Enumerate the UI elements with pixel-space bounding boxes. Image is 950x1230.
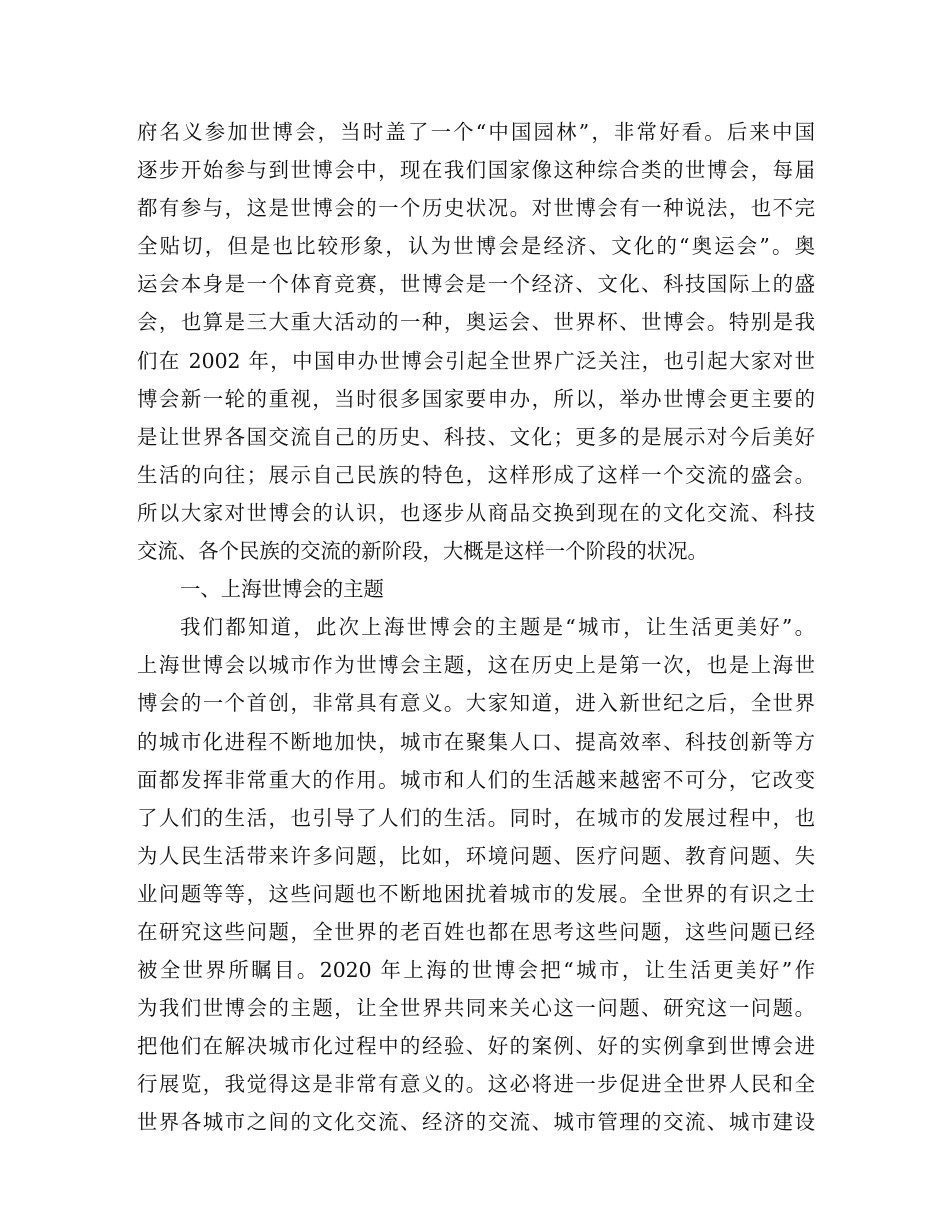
text-line: 在研究这些问题，全世界的老百姓也都在思考这些问题，这些问题已经 (137, 919, 815, 944)
text-line: 逐步开始参与到世博会中，现在我们国家像这种综合类的世博会，每届 (137, 158, 815, 183)
text-line: 行展览，我觉得这是非常有意义的。这必将进一步促进全世界人民和全 (137, 1072, 815, 1097)
text-line: 为我们世博会的主题，让全世界共同来关心这一问题、研究这一问题。 (137, 996, 815, 1021)
text-line: 所以大家对世博会的认识，也逐步从商品交换到现在的文化交流、科技 (137, 500, 815, 525)
text-line: 都有参与，这是世博会的一个历史状况。对世博会有一种说法，也不完 (137, 196, 815, 221)
text-line: 全贴切，但是也比较形象，认为世博会是经济、文化的“奥运会”。奥 (137, 234, 815, 259)
text-line: 博会新一轮的重视，当时很多国家要申办，所以，举办世博会更主要的 (137, 386, 815, 411)
section-heading (137, 570, 815, 608)
text-line: 业问题等等，这些问题也不断地困扰着城市的发展。全世界的有识之士 (137, 881, 815, 906)
text-line: 府名义参加世博会，当时盖了一个“中国园林”，非常好看。后来中国 (137, 120, 815, 144)
text-line: 上海世博会以城市作为世博会主题，这在历史上是第一次，也是上海世 (137, 653, 815, 678)
document-page (137, 113, 815, 1142)
text-line: 们在 2002 年，中国申办世博会引起全世界广泛关注，也引起大家对世 (137, 348, 815, 373)
text-line: 面都发挥非常重大的作用。城市和人们的生活越来越密不可分，它改变 (137, 767, 815, 792)
text-line: 是让世界各国交流自己的历史、科技、文化；更多的是展示对今后美好 (137, 424, 815, 449)
text-line: 博会的一个首创，非常具有意义。大家知道，进入新世纪之后，全世界 (137, 691, 815, 716)
paragraph-history (137, 113, 815, 570)
text-line: 为人民生活带来许多问题，比如，环境问题、医疗问题、教育问题、失 (137, 843, 815, 868)
text-line: 的城市化进程不断地加快，城市在聚集人口、提高效率、科技创新等方 (137, 729, 815, 754)
text-line: 把他们在解决城市化过程中的经验、好的案例、好的实例拿到世博会进 (137, 1034, 815, 1059)
text-line: 会，也算是三大重大活动的一种，奥运会、世界杯、世博会。特别是我 (137, 310, 815, 335)
text-line: 运会本身是一个体育竞赛，世博会是一个经济、文化、科技国际上的盛 (137, 272, 815, 297)
text-line: 世界各城市之间的文化交流、经济的交流、城市管理的交流、城市建设 (137, 1110, 815, 1135)
paragraph-theme (137, 608, 815, 1141)
text-line: 我们都知道，此次上海世博会的主题是“城市，让生活更美好”。 (180, 615, 815, 640)
text-line: 被全世界所瞩目。2020 年上海的世博会把“城市，让生活更美好”作 (137, 958, 815, 983)
text-line: 生活的向往；展示自己民族的特色，这样形成了这样一个交流的盛会。 (137, 462, 815, 487)
text-line: 了人们的生活，也引导了人们的生活。同时，在城市的发展过程中，也 (137, 805, 815, 830)
section-heading-text: 一、上海世博会的主题 (180, 577, 384, 602)
text-line: 交流、各个民族的交流的新阶段，大概是这样一个阶段的状况。 (137, 539, 708, 564)
